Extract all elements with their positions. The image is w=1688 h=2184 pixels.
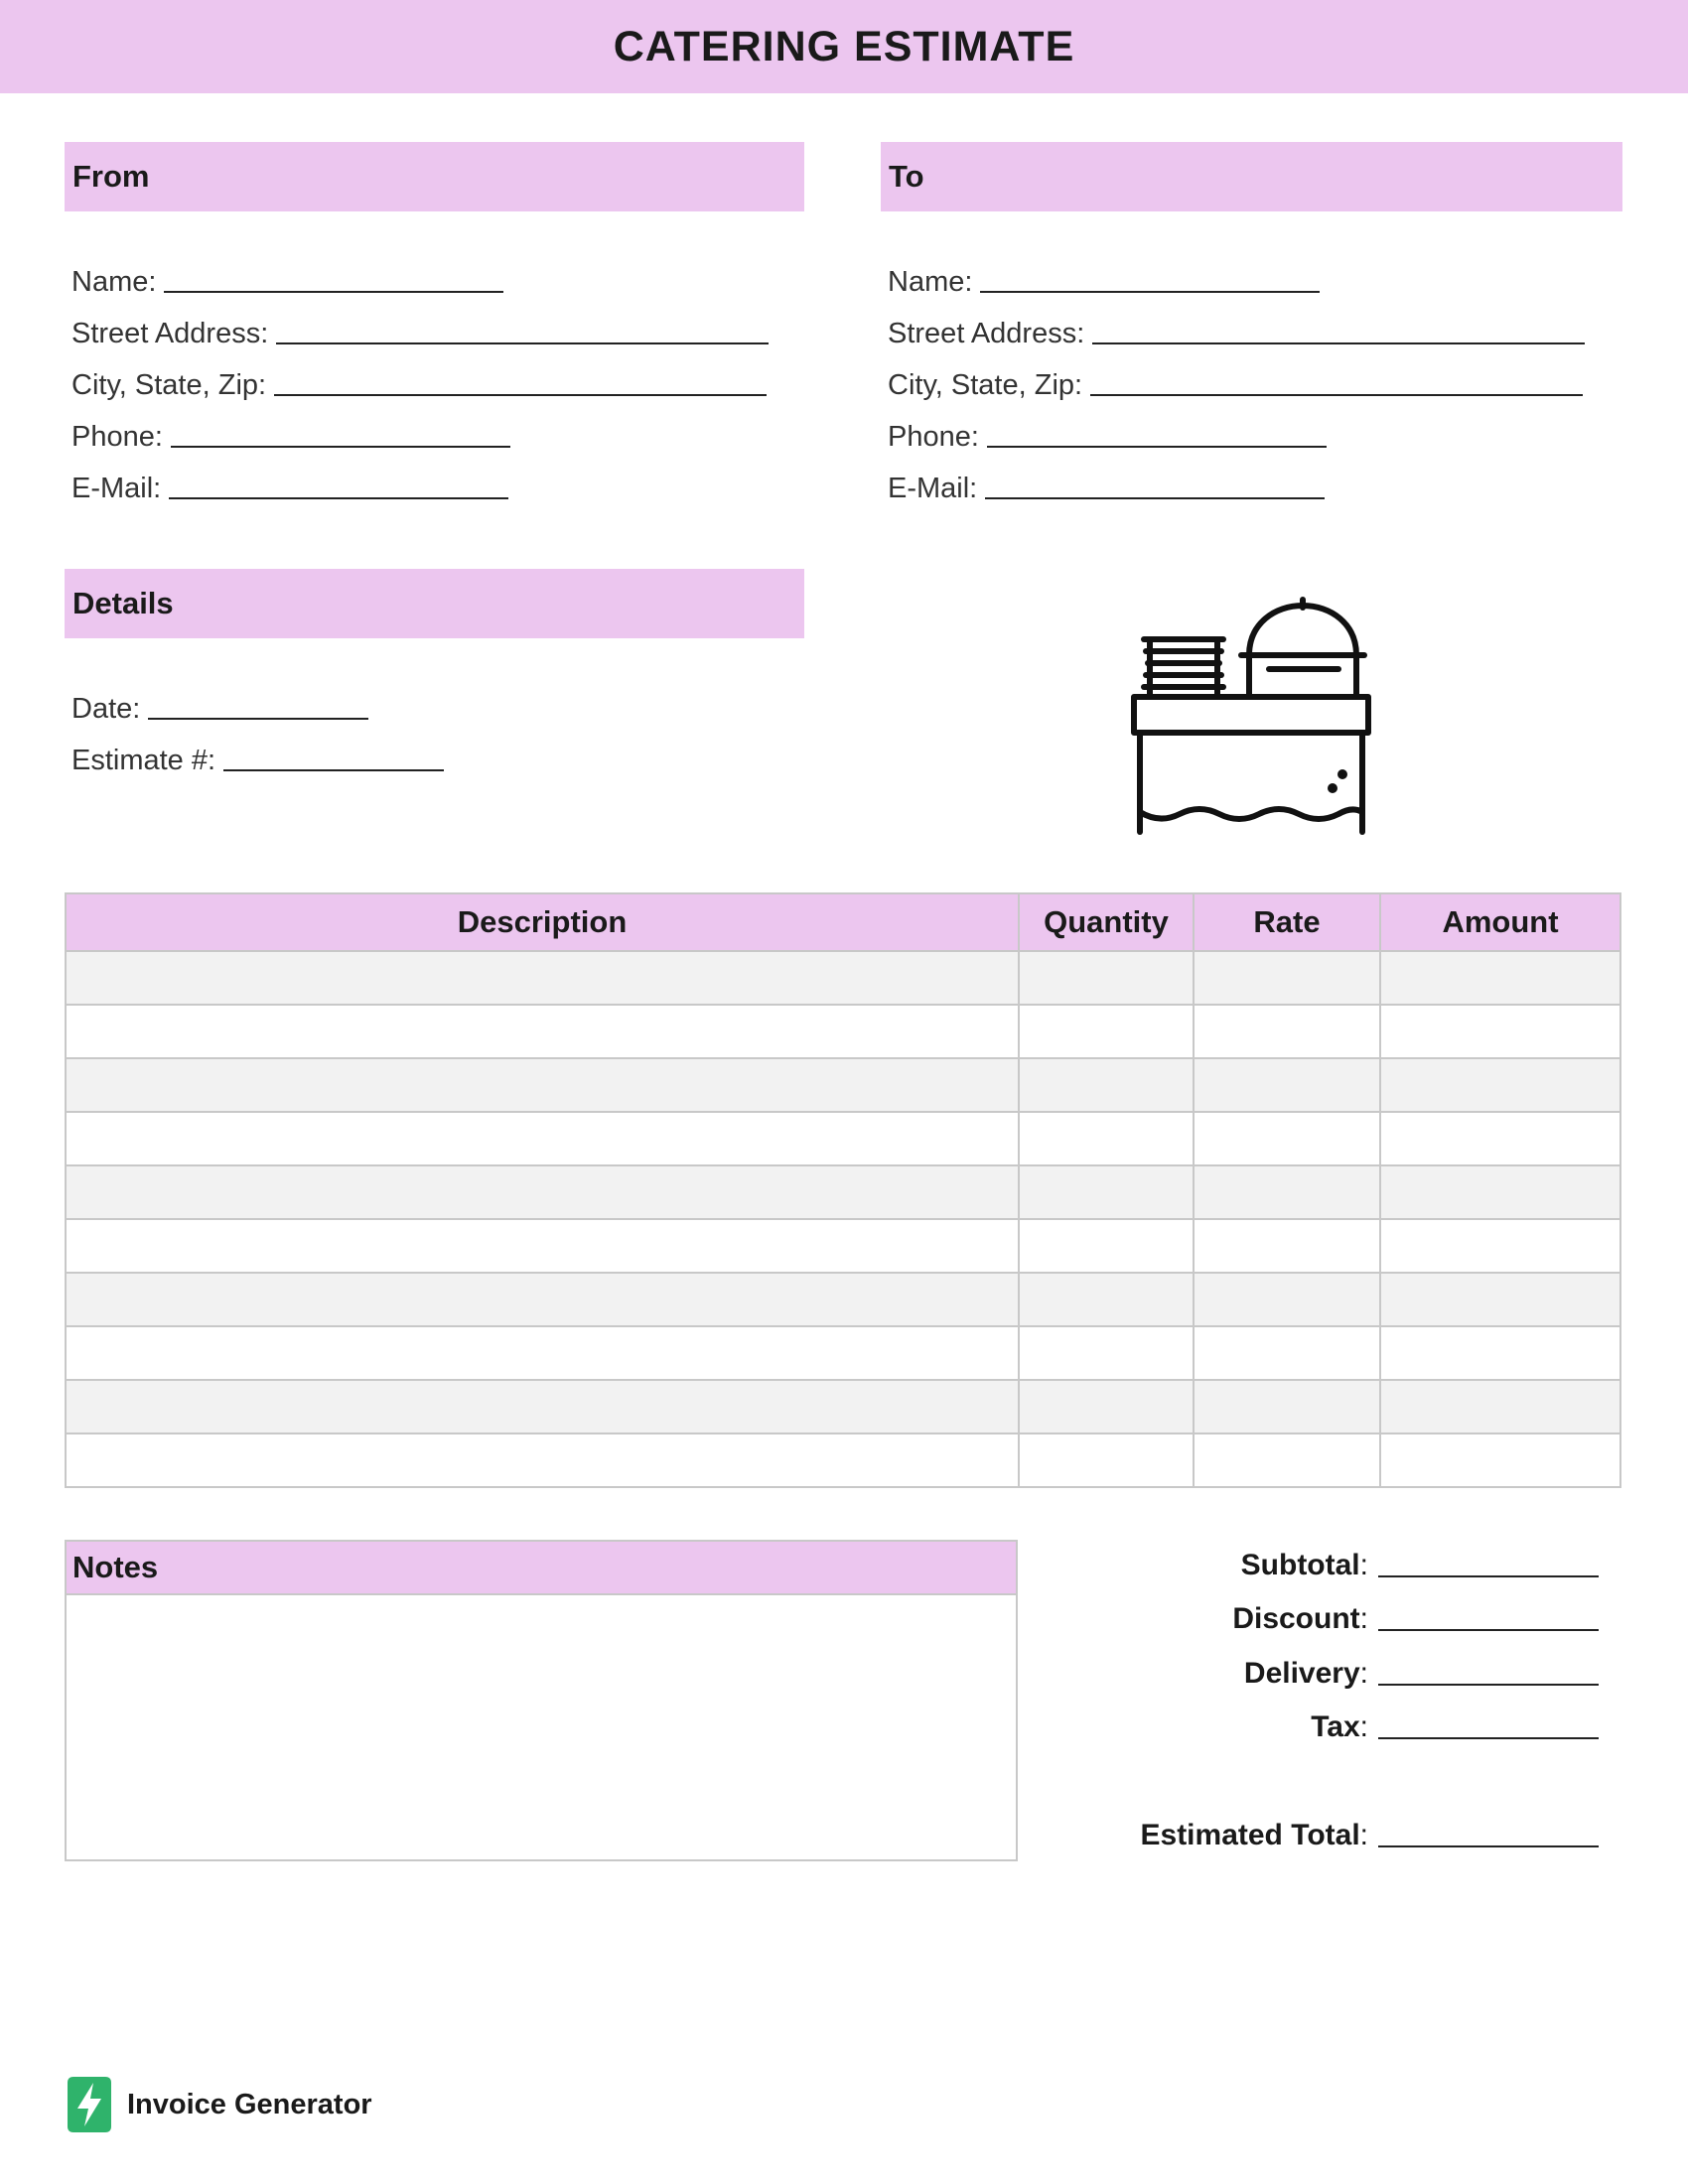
table-row <box>66 1433 1620 1487</box>
tax-field[interactable]: Tax : <box>1311 1710 1599 1744</box>
col-rate: Rate <box>1194 893 1380 951</box>
estimated-total-label: Estimated Total <box>1140 1819 1360 1851</box>
to-heading: To <box>881 142 1622 211</box>
table-row <box>66 1219 1620 1273</box>
quantity-cell[interactable] <box>1019 1433 1194 1487</box>
amount-cell[interactable] <box>1380 1005 1620 1058</box>
to-email-label: E-Mail: <box>888 473 978 504</box>
table-row <box>66 1380 1620 1433</box>
quantity-cell[interactable] <box>1019 1058 1194 1112</box>
rate-cell[interactable] <box>1194 1058 1380 1112</box>
amount-cell[interactable] <box>1380 1165 1620 1219</box>
description-cell[interactable] <box>66 1433 1019 1487</box>
amount-cell[interactable] <box>1380 951 1620 1005</box>
footer-brand <box>68 2077 372 2132</box>
from-email-label: E-Mail: <box>71 473 162 504</box>
col-amount: Amount <box>1380 893 1620 951</box>
quantity-cell[interactable] <box>1019 1380 1194 1433</box>
estimate-number-field[interactable] <box>71 745 444 777</box>
description-cell[interactable] <box>66 1326 1019 1380</box>
amount-cell[interactable] <box>1380 1058 1620 1112</box>
description-cell[interactable] <box>66 1165 1019 1219</box>
title-banner <box>0 0 1688 93</box>
to-phone-label: Phone: <box>888 421 979 453</box>
from-name-field[interactable] <box>71 266 503 299</box>
amount-cell[interactable] <box>1380 1112 1620 1165</box>
discount-field[interactable]: Discount : <box>1232 1602 1599 1636</box>
amount-cell[interactable] <box>1380 1219 1620 1273</box>
subtotal-field[interactable]: Subtotal : <box>1241 1549 1599 1582</box>
table-row <box>66 1005 1620 1058</box>
to-phone-field[interactable] <box>888 421 1327 454</box>
amount-cell[interactable] <box>1380 1433 1620 1487</box>
table-row <box>66 1165 1620 1219</box>
from-phone-label: Phone: <box>71 421 163 453</box>
rate-cell[interactable] <box>1194 1380 1380 1433</box>
table-row <box>66 1273 1620 1326</box>
quantity-cell[interactable] <box>1019 1219 1194 1273</box>
delivery-field[interactable]: Delivery : <box>1244 1657 1599 1691</box>
from-street-label: Street Address: <box>71 318 269 349</box>
estimate-number-label: Estimate #: <box>71 745 216 776</box>
date-label: Date: <box>71 693 141 725</box>
details-heading: Details <box>65 569 804 638</box>
table-row <box>66 1112 1620 1165</box>
notes-input[interactable] <box>67 1595 1020 1865</box>
estimated-total-field[interactable]: Estimated Total : <box>1141 1819 1600 1852</box>
col-description: Description <box>66 893 1019 951</box>
description-cell[interactable] <box>66 951 1019 1005</box>
to-street-label: Street Address: <box>888 318 1085 349</box>
col-quantity: Quantity <box>1019 893 1194 951</box>
from-name-label: Name: <box>71 266 157 298</box>
items-table <box>65 892 1621 1488</box>
to-email-field[interactable] <box>888 473 1325 505</box>
notes-heading: Notes <box>67 1542 1016 1595</box>
rate-cell[interactable] <box>1194 1326 1380 1380</box>
to-city-field[interactable] <box>888 369 1583 402</box>
rate-cell[interactable] <box>1194 1165 1380 1219</box>
to-street-field[interactable] <box>888 318 1585 350</box>
quantity-cell[interactable] <box>1019 1326 1194 1380</box>
rate-cell[interactable] <box>1194 1112 1380 1165</box>
to-name-label: Name: <box>888 266 973 298</box>
rate-cell[interactable] <box>1194 951 1380 1005</box>
from-heading: From <box>65 142 804 211</box>
quantity-cell[interactable] <box>1019 951 1194 1005</box>
notes-box <box>65 1540 1018 1861</box>
brand-name: Invoice Generator <box>127 2088 372 2120</box>
amount-cell[interactable] <box>1380 1326 1620 1380</box>
page-title: CATERING ESTIMATE <box>613 22 1075 70</box>
to-city-label: City, State, Zip: <box>888 369 1083 401</box>
rate-cell[interactable] <box>1194 1273 1380 1326</box>
description-cell[interactable] <box>66 1380 1019 1433</box>
delivery-label: Delivery <box>1243 1657 1360 1690</box>
quantity-cell[interactable] <box>1019 1005 1194 1058</box>
lightning-logo-icon <box>68 2077 111 2132</box>
table-row <box>66 1326 1620 1380</box>
catering-table-icon <box>1122 594 1380 852</box>
from-phone-field[interactable] <box>71 421 510 454</box>
table-header-row <box>66 893 1620 951</box>
quantity-cell[interactable] <box>1019 1273 1194 1326</box>
rate-cell[interactable] <box>1194 1433 1380 1487</box>
date-field[interactable] <box>71 693 368 726</box>
amount-cell[interactable] <box>1380 1380 1620 1433</box>
tax-label: Tax <box>1311 1710 1360 1743</box>
quantity-cell[interactable] <box>1019 1112 1194 1165</box>
discount-label: Discount <box>1232 1602 1360 1635</box>
quantity-cell[interactable] <box>1019 1165 1194 1219</box>
rate-cell[interactable] <box>1194 1005 1380 1058</box>
amount-cell[interactable] <box>1380 1273 1620 1326</box>
from-city-field[interactable] <box>71 369 767 402</box>
description-cell[interactable] <box>66 1273 1019 1326</box>
description-cell[interactable] <box>66 1058 1019 1112</box>
subtotal-label: Subtotal <box>1240 1549 1360 1581</box>
from-street-field[interactable] <box>71 318 769 350</box>
description-cell[interactable] <box>66 1005 1019 1058</box>
table-row <box>66 951 1620 1005</box>
description-cell[interactable] <box>66 1112 1019 1165</box>
from-email-field[interactable] <box>71 473 508 505</box>
description-cell[interactable] <box>66 1219 1019 1273</box>
to-name-field[interactable] <box>888 266 1320 299</box>
table-row <box>66 1058 1620 1112</box>
rate-cell[interactable] <box>1194 1219 1380 1273</box>
from-city-label: City, State, Zip: <box>71 369 267 401</box>
